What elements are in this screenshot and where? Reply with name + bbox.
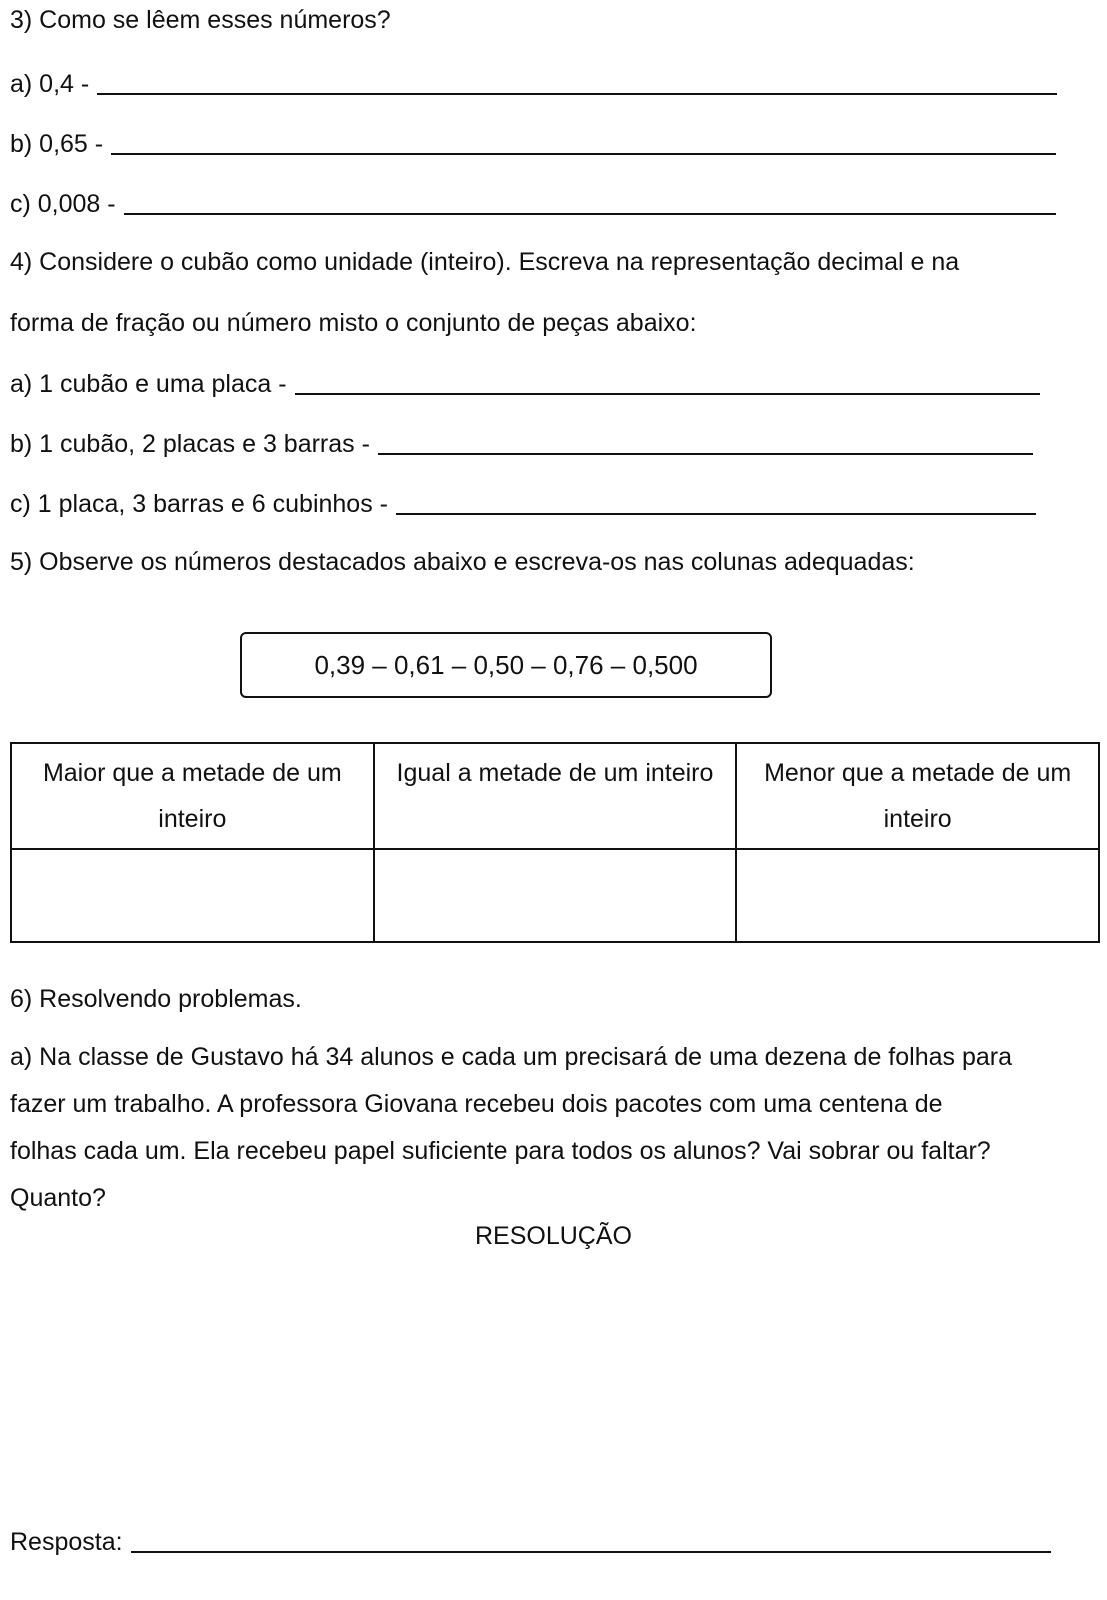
- q4-item-a-answer-line[interactable]: [295, 393, 1040, 395]
- q4-item-a: [10, 370, 1040, 399]
- q4-item-b-answer-line[interactable]: [378, 453, 1033, 455]
- q4-item-c-answer-line[interactable]: [396, 513, 1036, 515]
- q3-item-c: [10, 190, 1056, 219]
- resolution-area[interactable]: [10, 1270, 1100, 1500]
- answer-cell-greater[interactable]: [11, 849, 374, 942]
- numbers-list: 0,39 – 0,61 – 0,50 – 0,76 – 0,500: [314, 649, 698, 680]
- q3-item-b-label: b) 0,65 -: [10, 130, 104, 158]
- answer-line[interactable]: [131, 1551, 1051, 1553]
- q6-problem-line3: folhas cada um. Ela recebeu papel suficiente para todos os alunos? Vai sobrar ou faltar?: [10, 1137, 991, 1165]
- q4-item-b: [10, 430, 1033, 459]
- table-header-row: [11, 743, 1099, 849]
- answer-label: Resposta:: [10, 1528, 123, 1556]
- q3-heading: 3) Como se lêem esses números?: [10, 6, 391, 34]
- answer-row: [10, 1528, 1051, 1557]
- q4-item-c: [10, 490, 1036, 519]
- q6-heading: 6) Resolvendo problemas.: [10, 985, 302, 1013]
- table-answer-row: [11, 849, 1099, 942]
- q6-problem-line2: fazer um trabalho. A professora Giovana recebeu dois pacotes com uma centena de: [10, 1090, 943, 1118]
- q3-item-b-answer-line[interactable]: [111, 153, 1056, 155]
- q3-item-a-answer-line[interactable]: [97, 93, 1057, 95]
- q4-item-b-label: b) 1 cubão, 2 placas e 3 barras -: [10, 430, 370, 458]
- q4-heading-line2: forma de fração ou número misto o conjunto de peças abaixo:: [10, 309, 697, 337]
- q6-problem-line4: Quanto?: [10, 1184, 106, 1212]
- column-header-equal: Igual a metade de um inteiro: [374, 743, 737, 849]
- q4-item-a-label: a) 1 cubão e uma placa -: [10, 370, 287, 398]
- numbers-box: [240, 632, 772, 698]
- resolution-heading: RESOLUÇÃO: [475, 1222, 632, 1250]
- q6-problem: [10, 1034, 1100, 1222]
- answer-cell-equal[interactable]: [374, 849, 737, 942]
- column-header-less: Menor que a metade de um inteiro: [736, 743, 1099, 849]
- q3-item-b: [10, 130, 1056, 159]
- q5-heading: 5) Observe os números destacados abaixo e escreva-os nas colunas adequadas:: [10, 548, 915, 576]
- q4-heading-line1: 4) Considere o cubão como unidade (inteiro). Escreva na representação decimal e na: [10, 248, 960, 276]
- q3-item-c-label: c) 0,008 -: [10, 190, 116, 218]
- q3-item-a-label: a) 0,4 -: [10, 70, 90, 98]
- q3-item-c-answer-line[interactable]: [124, 213, 1056, 215]
- q6-problem-line1: a) Na classe de Gustavo há 34 alunos e cada um precisará de uma dezena de folhas para: [10, 1043, 1013, 1071]
- q3-item-a: [10, 70, 1057, 99]
- answer-cell-less[interactable]: [736, 849, 1099, 942]
- classification-table: [10, 742, 1100, 943]
- column-header-greater: Maior que a metade de um inteiro: [11, 743, 374, 849]
- q4-item-c-label: c) 1 placa, 3 barras e 6 cubinhos -: [10, 490, 388, 518]
